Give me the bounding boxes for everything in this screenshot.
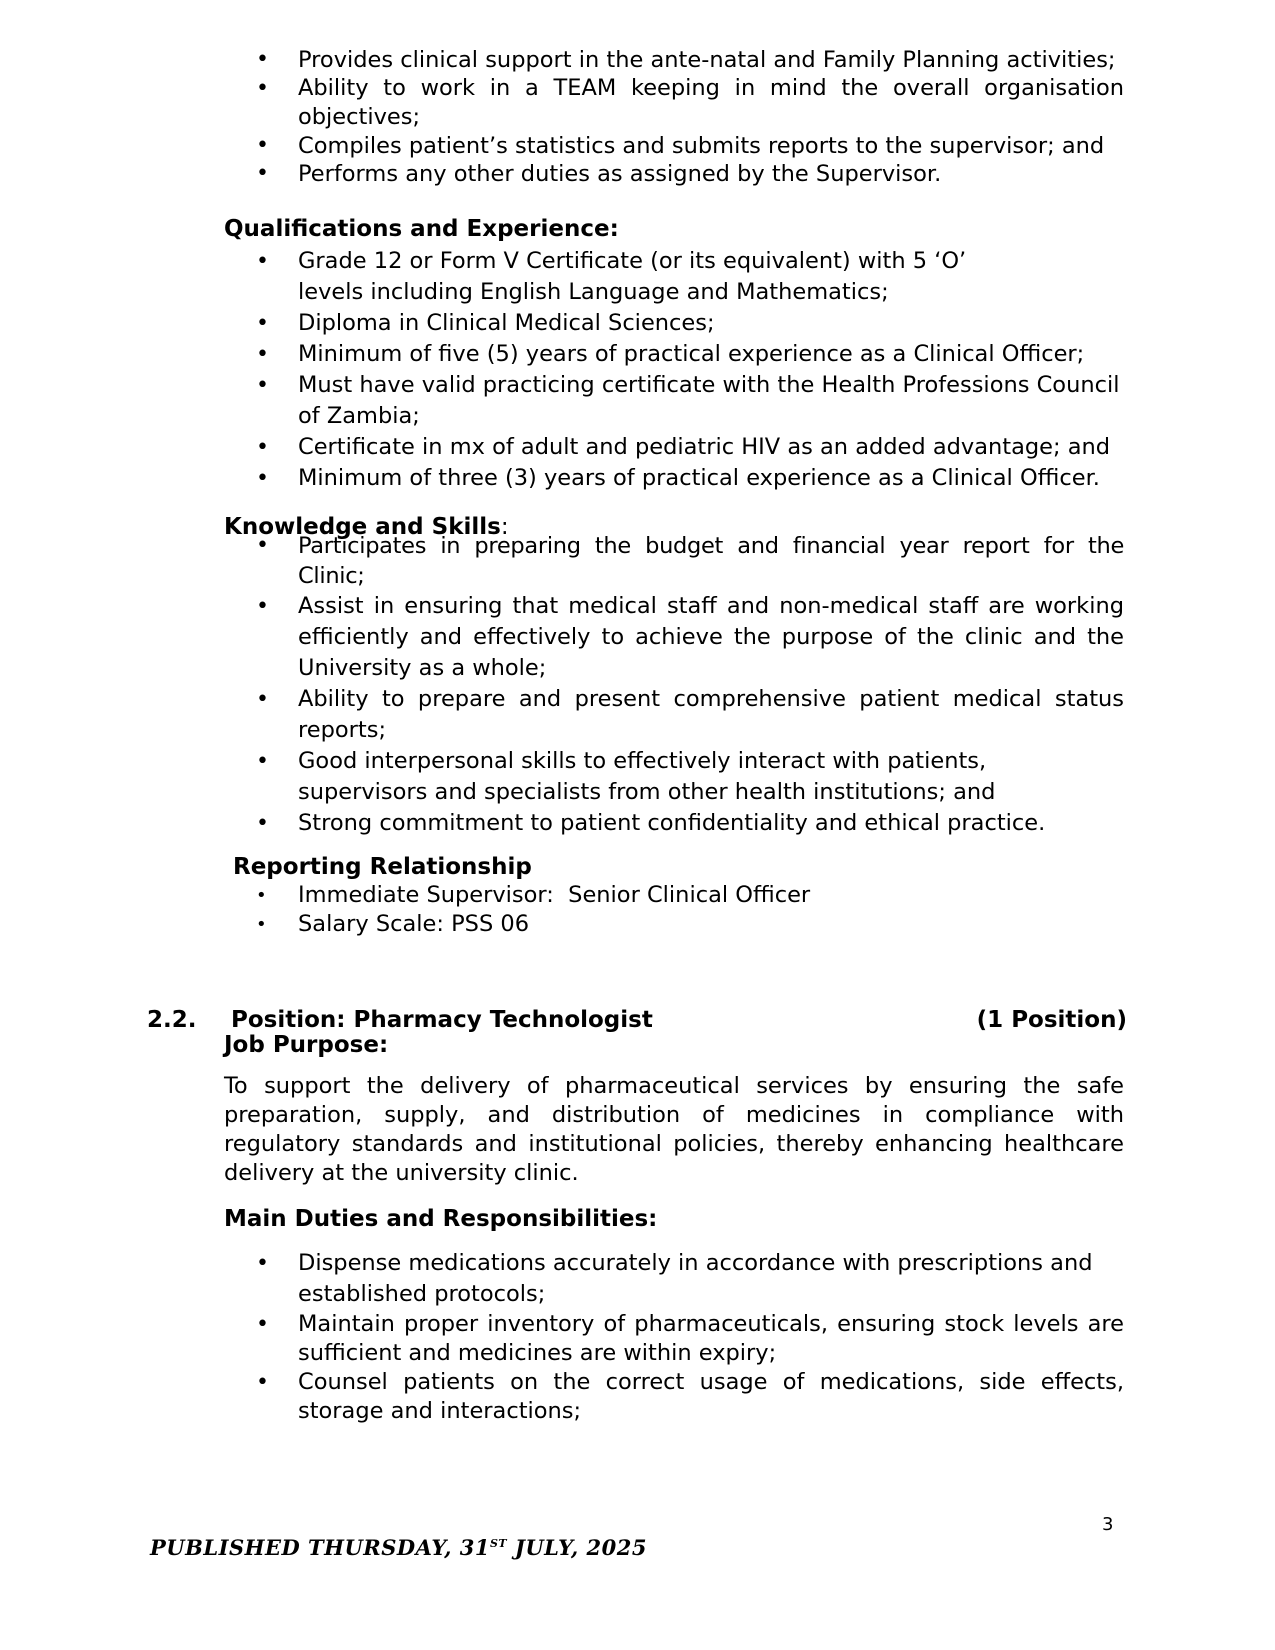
reporting-heading: Reporting Relationship	[233, 854, 532, 880]
knowledge-list	[224, 531, 1124, 839]
job-purpose-heading: Job Purpose:	[224, 1032, 389, 1058]
list-item: • Good interpersonal skills to effectively interact with patients, supervisors and specialists from other health institutions; and	[224, 746, 1124, 808]
position-count: (1 Position)	[976, 1007, 1127, 1033]
footer-prefix: PUBLISHED THURSDAY, 31	[150, 1535, 490, 1560]
reporting-list	[224, 881, 1124, 939]
qualifications-heading: Qualifications and Experience:	[224, 216, 619, 242]
duties-list	[224, 1248, 1124, 1426]
list-item: • Salary Scale: PSS 06	[224, 910, 1124, 939]
job-purpose-section	[224, 1029, 1124, 1061]
list-item: • Dispense medications accurately in accordance with prescriptions and established protocols;	[224, 1248, 1124, 1310]
job-purpose-text: To support the delivery of pharmaceutical services by ensuring the safe preparation, supply, and distribution of medicines in compliance with regulatory standards and institutional policies, thereby enhancing healthcare delivery at the university clinic.	[224, 1073, 1124, 1186]
duties-heading: Main Duties and Responsibilities:	[224, 1206, 658, 1232]
list-item: • Minimum of five (5) years of practical experience as a Clinical Officer;	[224, 339, 1124, 370]
list-item: • Certificate in mx of adult and pediatric HIV as an added advantage; and	[224, 432, 1124, 463]
responsibilities-continued-list	[224, 46, 1124, 188]
list-item: • Ability to prepare and present comprehensive patient medical status reports;	[224, 684, 1124, 746]
list-item: • Counsel patients on the correct usage of medications, side effects, storage and interactions;	[224, 1368, 1124, 1426]
list-item: • Minimum of three (3) years of practical experience as a Clinical Officer.	[224, 463, 1124, 494]
list-item: • Maintain proper inventory of pharmaceuticals, ensuring stock levels are sufficient and medicines are within expiry;	[224, 1310, 1124, 1368]
list-item: • Participates in preparing the budget and financial year report for the Clinic;	[224, 531, 1124, 591]
position-number: 2.2.	[147, 1007, 197, 1033]
position-title: Position: Pharmacy Technologist	[231, 1007, 653, 1033]
list-item: • Assist in ensuring that medical staff and non-medical staff are working efficiently and effectively to achieve the purpose of the clinic and the University as a whole;	[224, 591, 1124, 684]
duties-section	[224, 1203, 1124, 1235]
list-item: • Immediate Supervisor: Senior Clinical Officer	[224, 881, 1124, 910]
footer-superscript: ST	[489, 1537, 508, 1550]
list-item: • Must have valid practicing certificate with the Health Professions Council of Zambia;	[224, 370, 1124, 432]
footer-suffix: JULY, 2025	[507, 1535, 647, 1560]
page-number: 3	[1102, 1514, 1114, 1535]
list-item: • Diploma in Clinical Medical Sciences;	[224, 308, 1124, 339]
reporting-section	[233, 851, 1133, 883]
list-item: • Provides clinical support in the ante-natal and Family Planning activities;	[224, 46, 1124, 74]
list-item: • Strong commitment to patient confidentiality and ethical practice.	[224, 808, 1124, 839]
list-item: • Grade 12 or Form V Certificate (or its equivalent) with 5 ‘O’ levels including English Language and Mathematics;	[224, 246, 1124, 308]
heading-colon: :	[500, 514, 509, 540]
qualifications-section	[224, 213, 1124, 245]
list-item: • Ability to work in a TEAM keeping in mind the overall organisation objectives;	[224, 74, 1124, 132]
list-item: • Performs any other duties as assigned by the Supervisor.	[224, 160, 1124, 188]
knowledge-heading-text: Knowledge and Skills	[224, 514, 501, 540]
list-item: • Compiles patient’s statistics and submits reports to the supervisor; and	[224, 132, 1124, 160]
qualifications-list	[224, 246, 1124, 494]
publication-footer	[150, 1535, 647, 1560]
